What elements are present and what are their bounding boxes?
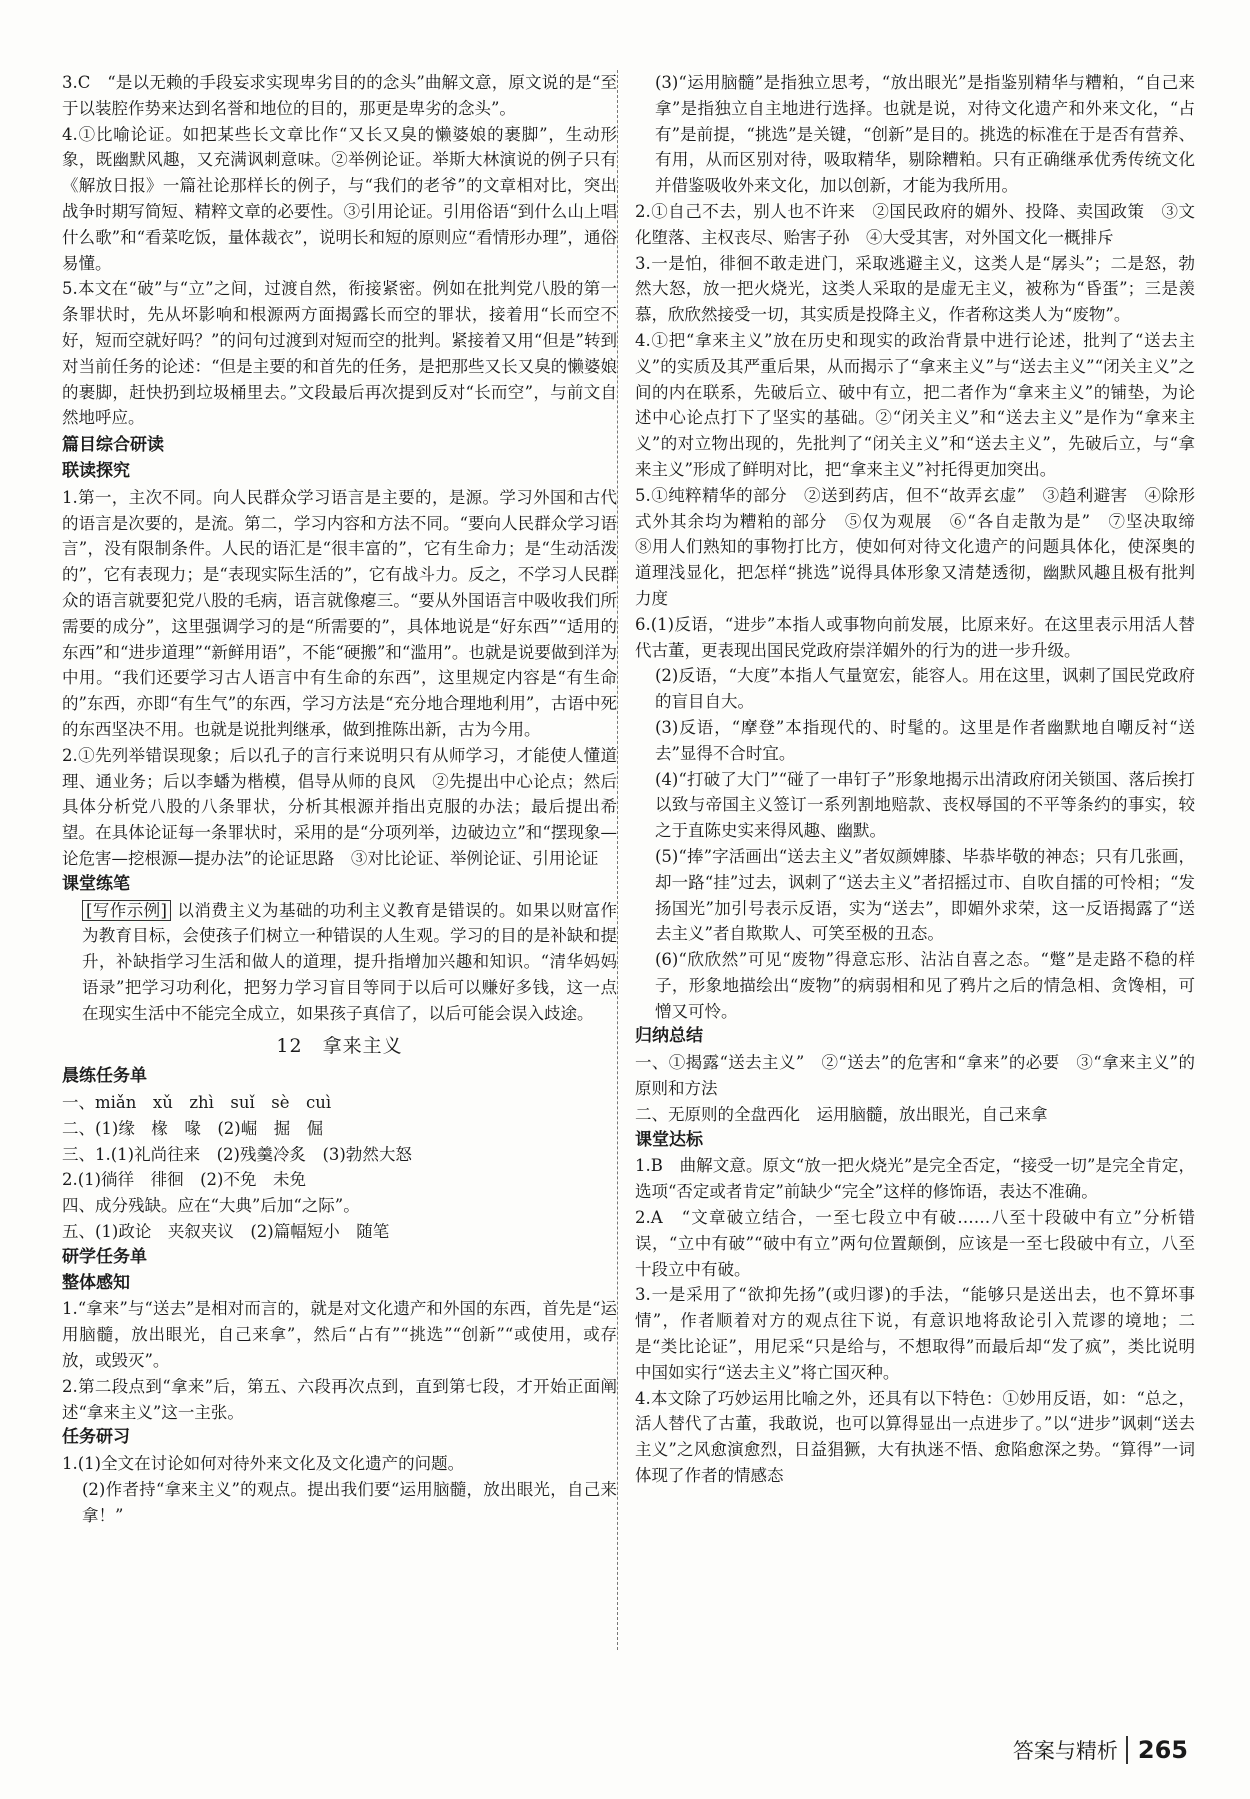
- subsection-heading: [62, 1271, 617, 1297]
- subsection-heading: [635, 1128, 1195, 1154]
- paragraph-text: 3.一是采用了“欲抑先扬”(或归谬)的手法，“能够只是送出去，也不算坏事情”，作者顺着对方的观点往下说，有意识地将敌论引入荒谬的境地；二是“类比论证”，用尼采“只是给与，不想取得”而最后却“发了疯”，类比说明中国如实行“送去主义”将亡国灭种。: [635, 1285, 1195, 1382]
- page-footer: [1013, 1735, 1188, 1765]
- paragraph-text: (6)“欣欣然”可见“废物”得意忘形、沾沾自喜之态。“蹩”是走路不稳的样子，形象地描绘出“废物”的病弱相和见了鸦片之后的情急相、贪馋相，可憎又可怜。: [655, 950, 1195, 1021]
- paragraph-text: (3)“运用脑髓”是指独立思考，“放出眼光”是指鉴别精华与糟粕，“自己来拿”是指独立自主地进行选择。也就是说，对待文化遗产和外来文化，“占有”是前提，“挑选”是关键，“创新”是目的。挑选的标准在于是否有营养、有用，从而区别对待，吸取精华，剔除糟粕。只有正确继承优秀传统文化并借鉴吸收外来文化，加以创新，才能为我所用。: [655, 73, 1195, 196]
- paragraph-text: 课堂达标: [635, 1129, 703, 1150]
- answer-paragraph: [62, 1296, 617, 1373]
- paragraph-text: 1.(1)全文在讨论如何对待外来文化及文化遗产的问题。: [62, 1454, 465, 1474]
- answer-paragraph: [635, 199, 1195, 251]
- paragraph-text: 2.①自己不去，别人也不许来 ②国民政府的媚外、投降、卖国政策 ③文化堕落、主权丧尽、贻害子孙 ④大受其害，对外国文化一概排斥: [635, 201, 1195, 247]
- answer-paragraph: [62, 1477, 617, 1529]
- subsection-heading: [62, 872, 617, 898]
- answer-paragraph: [635, 70, 1195, 199]
- answer-paragraph: [635, 715, 1195, 767]
- answer-paragraph: [62, 1374, 617, 1426]
- answer-paragraph: [635, 1153, 1195, 1205]
- answer-paragraph: [635, 1102, 1195, 1128]
- answer-paragraph: [635, 1282, 1195, 1385]
- paragraph-text: 二、(1)缘 椽 喙 (2)崛 掘 倔: [62, 1118, 324, 1138]
- paragraph-text: 2.A “文章破立结合，一至七段立中有破……八至十段破中有立”分析错误，“立中有破”“破中有立”两句位置颠倒，应该是一至七段破中有立，八至十段立中有破。: [635, 1208, 1195, 1279]
- paragraph-text: 3.一是怕，徘徊不敢走进门，采取逃避主义，这类人是“孱头”；二是怒，勃然大怒，放一把火烧光，这类人采取的是虚无主义，被称为“昏蛋”；三是羡慕，欣欣然接受一切，其实质是投降主义，作者称这类人为“废物”。: [635, 253, 1195, 325]
- paragraph-text: 四、成分残缺。应在“大典”后加“之际”。: [62, 1196, 360, 1216]
- answer-paragraph: [62, 1219, 617, 1245]
- page-number: 265: [1126, 1736, 1188, 1764]
- answer-paragraph: [62, 1193, 617, 1219]
- paragraph-text: 4.①比喻论证。如把某些长文章比作“又长又臭的懒婆娘的裹脚”，生动形象，既幽默风趣，又充满讽刺意味。②举例论证。举斯大林演说的例子只有《解放日报》一篇社论那样长的例子，与“我们的老爷”的文章相对比，突出战争时期写简短、精粹文章的必要性。③引用论证。引用俗语“到什么山上唱什么歌”和“看菜吃饭，量体裁衣”，说明长和短的原则应“看情形办理”，通俗易懂。: [62, 124, 617, 273]
- paragraph-text: 整体感知: [62, 1272, 130, 1293]
- paragraph-text: 晨练任务单: [62, 1066, 147, 1087]
- paragraph-text: 任务研习: [62, 1427, 130, 1448]
- answer-paragraph: [62, 485, 617, 743]
- answer-paragraph: [62, 1116, 617, 1142]
- paragraph-text: 3.C “是以无赖的手段妄求实现卑劣目的的念头”曲解文意，原文说的是“至于以装腔作势来达到名誉和地位的目的，那更是卑劣的念头”。: [62, 73, 617, 118]
- subsection-heading: [62, 459, 617, 485]
- answer-paragraph: [635, 1386, 1195, 1489]
- left-column: [62, 70, 617, 1529]
- paragraph-text: 一、①揭露“送去主义” ②“送去”的危害和“拿来”的必要 ③“拿来主义”的原则和方法: [635, 1053, 1195, 1099]
- answer-paragraph: [62, 70, 617, 122]
- column-divider: [617, 70, 618, 1650]
- paragraph-text: (2)反语，“大度”本指人气量宽宏，能容人。用在这里，讽刺了国民党政府的盲目自大。: [655, 666, 1195, 712]
- answer-paragraph: [635, 844, 1195, 947]
- answer-paragraph: [635, 483, 1212, 612]
- answer-paragraph: [62, 1167, 617, 1193]
- answer-paragraph: [635, 947, 1195, 1024]
- answer-paragraph: [635, 612, 1195, 664]
- right-column: [635, 70, 1212, 1489]
- paragraph-text: (5)“捧”字活画出“送去主义”者奴颜婢膝、毕恭毕敬的神态；只有几张画，却一路“挂”过去，讽刺了“送去主义”者招摇过市、自吹自擂的可怜相；“发扬国光”加引号表示反语，实为“送去”，即媚外求荣，这一反语揭露了“送去主义”者自欺欺人、可笑至极的丑态。: [655, 846, 1195, 944]
- answer-paragraph: [62, 898, 617, 1027]
- paragraph-text: (4)“打破了大门”“碰了一串钉子”形象地揭示出清政府闭关锁国、落后挨打以致与帝国主义签订一系列割地赔款、丧权辱国的不平等条约的事实，较之于直陈史实来得风趣、幽默。: [655, 769, 1195, 841]
- answer-paragraph: [635, 1205, 1195, 1282]
- paragraph-text: 2.①先列举错误现象；后以孔子的言行来说明只有从师学习，才能使人懂道理、通业务；后以李蟠为楷模，倡导从师的良风 ②先提出中心论点；然后具体分析党八股的八条罪状，分析其根源并指出克服的办法；最后提出希望。在具体论证每一条罪状时，采用的是“分项列举，边破边立”和“摆现象—论危害—挖根源—提办法”的论证思路 ③对比论证、举例论证、引用论证: [62, 745, 617, 868]
- paragraph-text: 二、无原则的全盘西化 运用脑髓，放出眼光，自己来拿: [635, 1104, 1048, 1124]
- paragraph-text: 5.本文在“破”与“立”之间，过渡自然，衔接紧密。例如在批判党八股的第一条罪状时，先从坏影响和根源两方面揭露长而空的罪状，接着用“长而空不好，短而空就好吗？”的问句过渡到对短而空的批判。紧接着又用“但是”转到对当前任务的论述：“但是主要的和首先的任务，是把那些又长又臭的懒婆娘的裹脚，赶快扔到垃圾桶里去。”文段最后再次提到反对“长而空”，与前文自然地呼应。: [62, 279, 617, 428]
- answer-paragraph: [635, 663, 1195, 715]
- answer-paragraph: [62, 1142, 617, 1168]
- answer-paragraph: [62, 1090, 617, 1116]
- answer-paragraph: [62, 122, 617, 277]
- paragraph-text: 4.本文除了巧妙运用比喻之外，还具有以下特色：①妙用反语，如：“总之，活人替代了古董，我敢说，也可以算得显出一点进步了。”以“进步”讽刺“送去主义”之风愈演愈烈，日益猖獗，大有执迷不悟、愈陷愈深之势。“算得”一词体现了作者的情感态: [635, 1388, 1195, 1486]
- paragraph-text: 联读探究: [62, 460, 130, 481]
- paragraph-text: (2)作者持“拿来主义”的观点。提出我们要“运用脑髓，放出眼光，自己来拿！”: [82, 1480, 617, 1525]
- footer-label: 答案与精析: [1012, 1739, 1118, 1763]
- paragraph-text: (3)反语，“摩登”本指现代的、时髦的。这里是作者幽默地自嘲反衬“送去”显得不合时宜。: [655, 717, 1195, 763]
- answer-paragraph: [62, 1451, 617, 1477]
- paragraph-text: 1.第一，主次不同。向人民群众学习语言是主要的，是源。学习外国和古代的语言是次要的，是流。第二，学习内容和方法不同。“要向人民群众学习语言”，没有限制条件。人民的语汇是“很丰富的”，它有生命力；是“生动活泼的”，它有表现力；是“表现实际生活的”，它有战斗力。反之，不学习人民群众的语言就要犯党八股的毛病，语言就像瘪三。“要从外国语言中吸收我们所需要的成分”，这里强调学习的是“所需要的”，具体地说是“好东西”“适用的东西”和“进步道理”“新鲜用语”，不能“硬搬”和“滥用”。也就是说要做到洋为中用。“我们还要学习古人语言中有生命的东西”，这里规定内容是“有生命的”东西，亦即“有生气”的东西，学习方法是“充分地合理地利用”，古语中死的东西坚决不用。也就是说批判继承，做到推陈出新，古为今用。: [62, 487, 617, 739]
- paragraph-text: 三、1.(1)礼尚往来 (2)残羹冷炙 (3)勃然大怒: [62, 1144, 412, 1164]
- paragraph-text: 1.B 曲解文意。原文“放一把火烧光”是完全否定，“接受一切”是完全肯定，选项“否定或者肯定”前缺少“完全”这样的修饰语，表达不准确。: [635, 1156, 1195, 1202]
- paragraph-text: 篇目综合研读: [62, 435, 164, 456]
- subsection-heading: [635, 1024, 1195, 1050]
- answer-paragraph: [62, 276, 617, 431]
- answer-paragraph: [62, 743, 617, 872]
- paragraph-text: 五、(1)政论 夹叙夹议 (2)篇幅短小 随笔: [62, 1222, 390, 1242]
- paragraph-text: 一、miǎn xǔ zhì suǐ sè cuì: [62, 1093, 332, 1113]
- subsection-heading: [62, 1425, 617, 1451]
- subsection-heading: [62, 1064, 617, 1090]
- paragraph-text: 课堂练笔: [62, 873, 130, 894]
- section-heading: [62, 433, 617, 459]
- paragraph-text: 以消费主义为基础的功利主义教育是错误的。如果以财富作为教育目标，会使孩子们树立一种错误的人生观。学习的目的是补缺和提升，补缺指学习生活和做人的道理，提升指增加兴趣和知识。“清华妈妈语录”把学习功利化，把努力学习盲目等同于以后可以赚好多钱，这一点在现实生活中不能完全成立，如果孩子真信了，以后可能会误入歧途。: [82, 900, 618, 1023]
- paragraph-text: 1.“拿来”与“送去”是相对而言的，就是对文化遗产和外国的东西，首先是“运用脑髓，放出眼光，自己来拿”，然后“占有”“挑选”“创新”“或使用，或存放，或毁灭”。: [62, 1299, 617, 1371]
- paragraph-text: 6.(1)反语，“进步”本指人或事物向前发展，比原来好。在这里表示用活人替代古董，更表现出国民党政府崇洋媚外的行为的进一步升级。: [635, 614, 1195, 660]
- paragraph-text: 5.①纯粹精华的部分 ②送到药店，但不“故弄玄虚” ③趋利避害 ④除形式外其余均为糟粕的部分 ⑤仅为观展 ⑥“各自走散为是” ⑦坚决取缔 ⑧用人们熟知的事物打比方，使如何对待文化遗产的问题具体化，使深奥的道理浅显化，把怎样“挑选”说得具体形象又清楚透彻，幽默风趣且极有批判力度: [635, 485, 1212, 608]
- answer-paragraph: [635, 251, 1195, 328]
- paragraph-text: 2.第二段点到“拿来”后，第五、六段再次点到，直到第七段，才开始正面阐述“拿来主义”这一主张。: [62, 1376, 617, 1422]
- writing-example-label: [写作示例]: [82, 900, 171, 921]
- subsection-heading: [62, 1245, 617, 1271]
- paragraph-text: 2.(1)徜徉 徘徊 (2)不免 未免: [62, 1170, 306, 1190]
- paragraph-text: 4.①把“拿来主义”放在历史和现实的政治背景中进行论述，批判了“送去主义”的实质及其严重后果，从而揭示了“拿来主义”与“送去主义”“闭关主义”之间的内在联系，先破后立、破中有立，把二者作为“拿来主义”的铺垫，为论述中心论点打下了坚实的基础。②“闭关主义”和“送去主义”是作为“拿来主义”的对立物出现的，先批判了“闭关主义”和“送去主义”，先破后立，与“拿来主义”形成了鲜明对比，把“拿来主义”衬托得更加突出。: [635, 330, 1195, 479]
- chapter-title: [62, 1034, 617, 1060]
- answer-paragraph: [635, 328, 1195, 483]
- answer-paragraph: [635, 1050, 1195, 1102]
- paragraph-text: 归纳总结: [635, 1026, 703, 1047]
- paragraph-text: 12 拿来主义: [276, 1035, 403, 1058]
- paragraph-text: 研学任务单: [62, 1246, 147, 1267]
- answer-paragraph: [635, 767, 1195, 844]
